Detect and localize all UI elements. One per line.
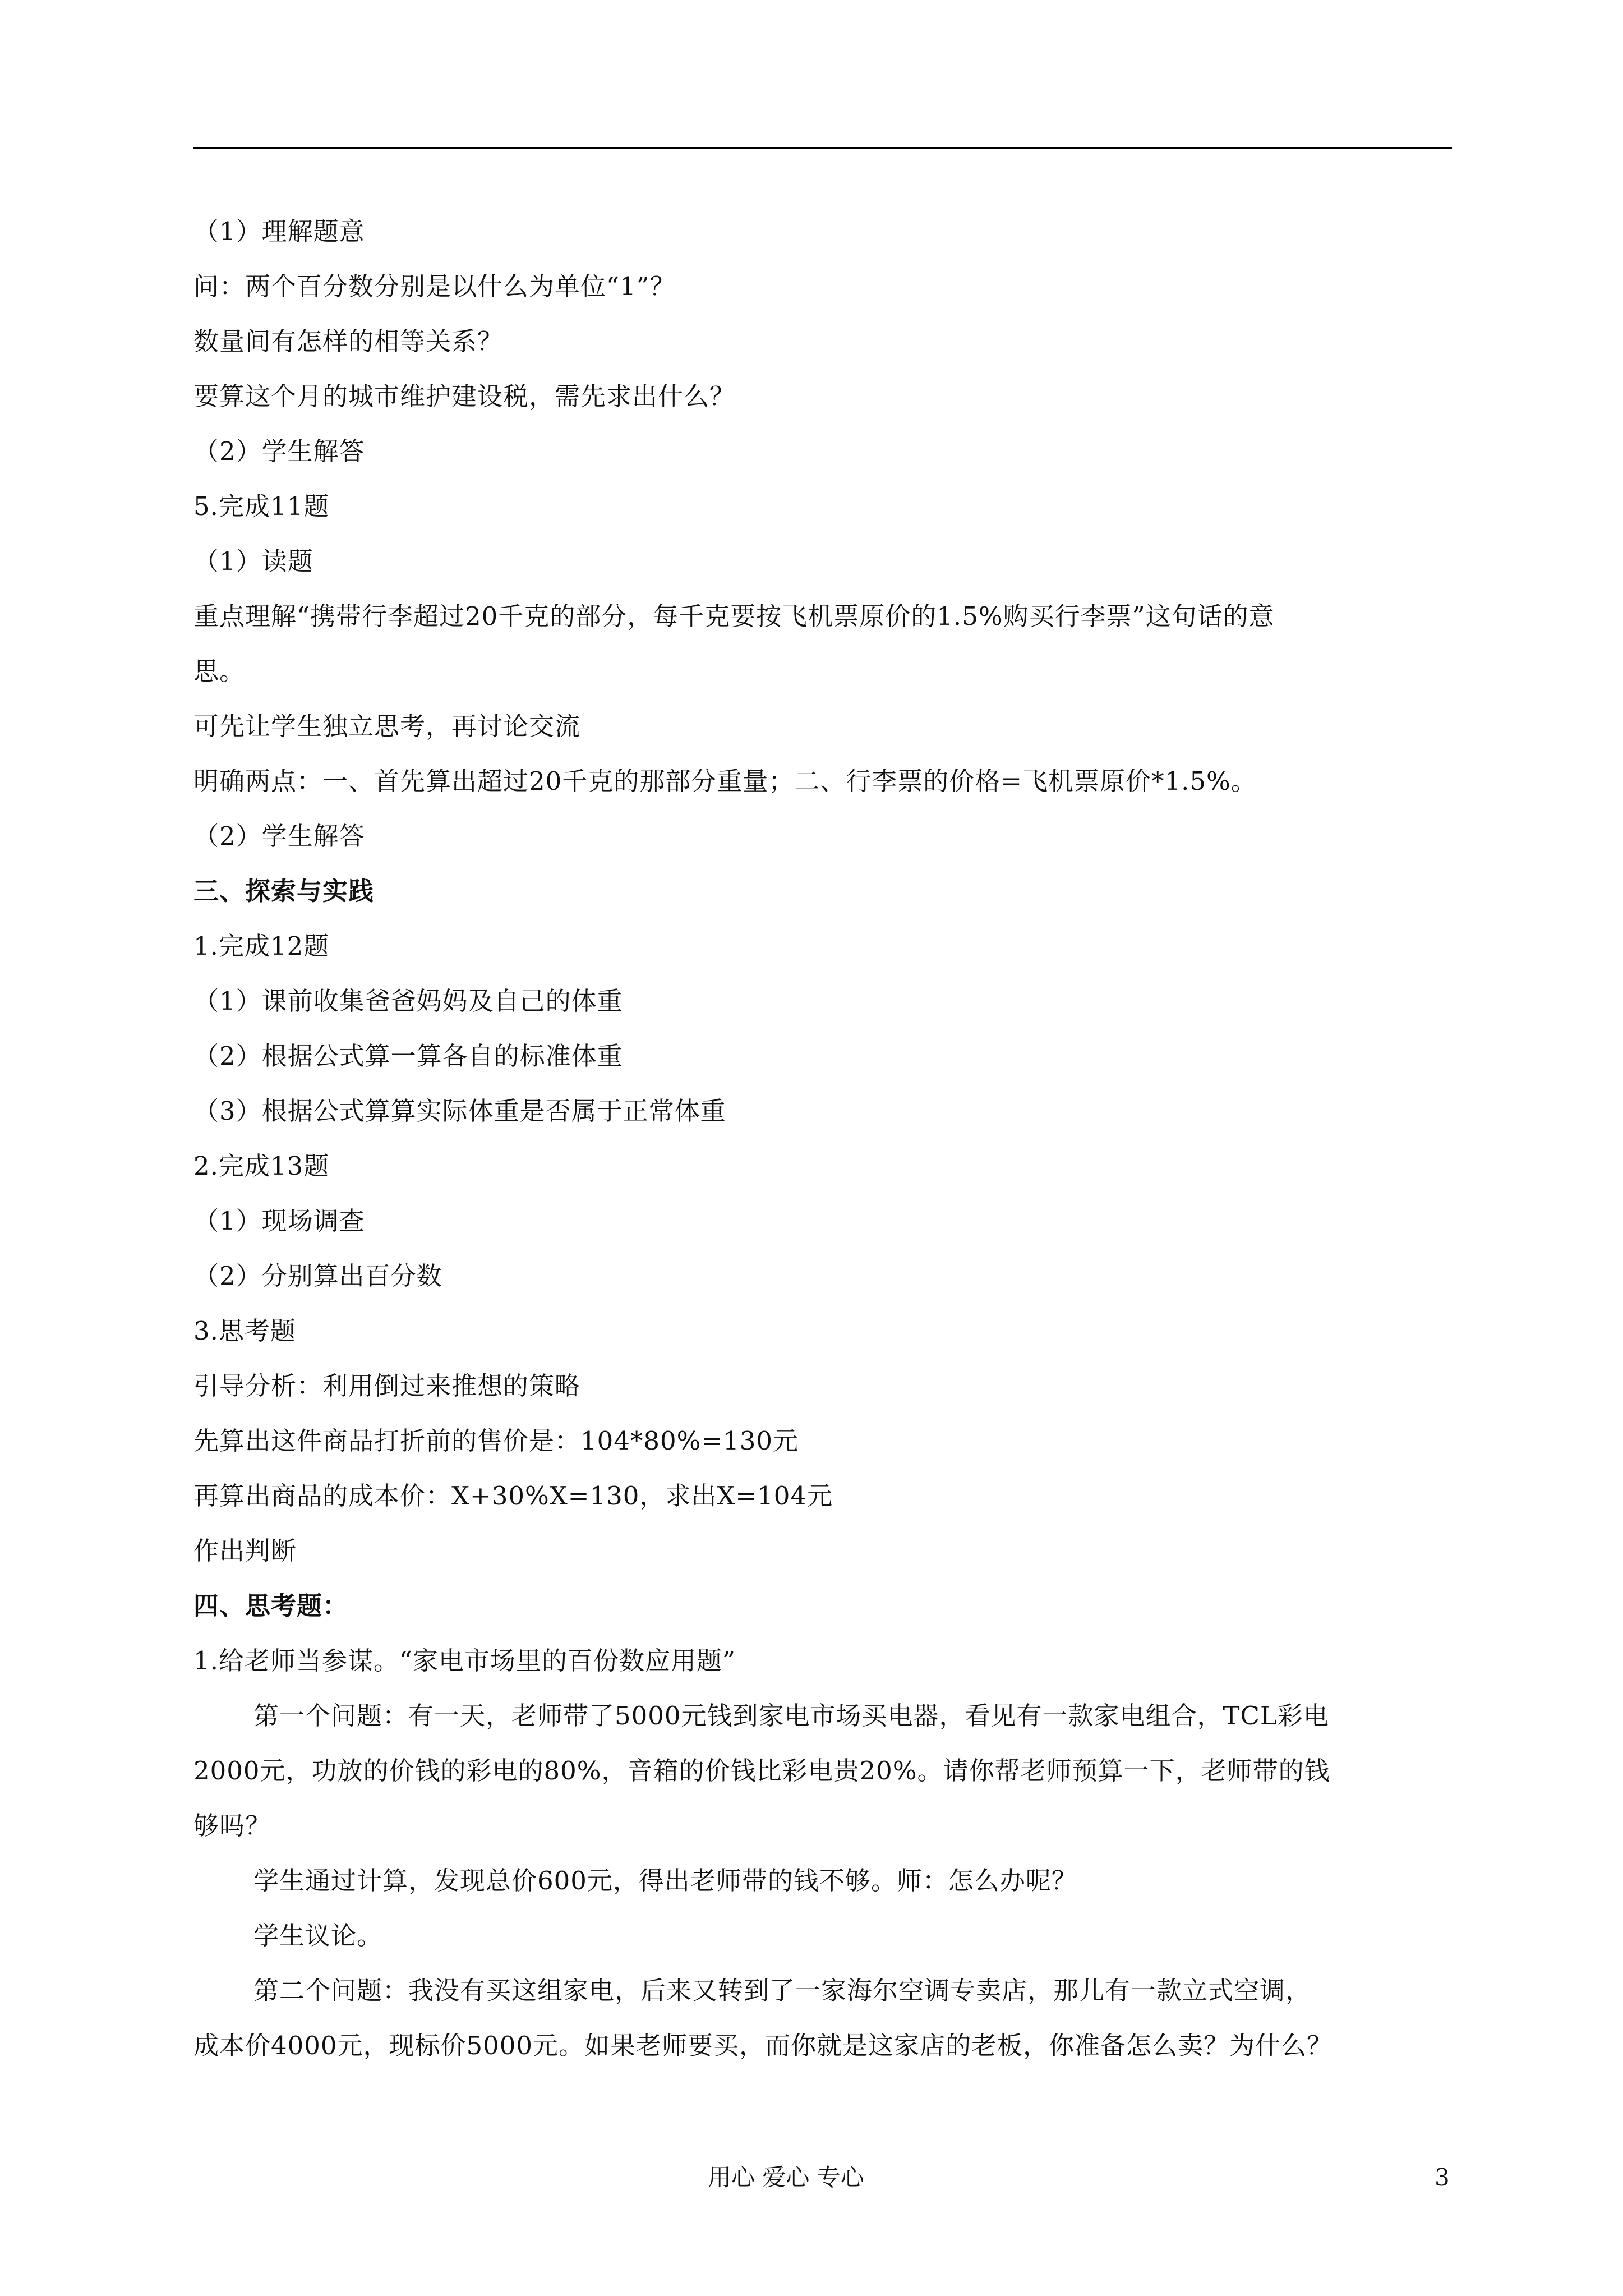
text-line: 数量间有怎样的相等关系？ xyxy=(193,326,504,356)
text-line: （2）学生解答 xyxy=(193,821,365,851)
text-line: 重点理解“携带行李超过20千克的部分，每千克要按飞机票原价的1.5%购买行李票”这句话的意 xyxy=(193,601,1275,631)
text-line: （1）读题 xyxy=(193,546,313,576)
text-line: 再算出商品的成本价：X+30%X=130，求出X=104元 xyxy=(193,1481,833,1511)
text-line: 学生议论。 xyxy=(253,1921,383,1950)
section-heading: 三、探索与实践 xyxy=(193,876,375,906)
text-line: 引导分析：利用倒过来推想的策略 xyxy=(193,1371,581,1401)
text-line: 先算出这件商品打折前的售价是：104*80%=130元 xyxy=(193,1426,799,1456)
text-line: （2）分别算出百分数 xyxy=(193,1261,442,1291)
text-line: 第一个问题：有一天，老师带了5000元钱到家电市场买电器，看见有一款家电组合，TCL彩电 xyxy=(253,1701,1329,1731)
text-line: 学生通过计算，发现总价600元，得出老师带的钱不够。师：怎么办呢？ xyxy=(253,1866,1077,1895)
text-line: 成本价4000元，现标价5000元。如果老师要买，而你就是这家店的老板，你准备怎么卖？为什么？ xyxy=(193,2031,1333,2060)
text-line: 够吗？ xyxy=(193,1811,271,1841)
text-line: 作出判断 xyxy=(193,1536,297,1566)
text-line: 明确两点：一、首先算出超过20千克的那部分重量；二、行李票的价格=飞机票原价*1.5%。 xyxy=(193,766,1257,796)
text-line: （3）根据公式算算实际体重是否属于正常体重 xyxy=(193,1096,726,1126)
text-line: 2000元，功放的价钱的彩电的80%，音箱的价钱比彩电贵20%。请你帮老师预算一下，老师带的钱 xyxy=(193,1756,1330,1786)
text-line: 可先让学生独立思考，再讨论交流 xyxy=(193,711,581,741)
header-rule xyxy=(193,147,1452,149)
text-line: 第二个问题：我没有买这组家电，后来又转到了一家海尔空调专卖店，那儿有一款立式空调， xyxy=(253,1976,1312,2005)
text-line: （1）理解题意 xyxy=(193,217,365,246)
text-line: 1.给老师当参谋。“家电市场里的百份数应用题” xyxy=(193,1646,736,1676)
text-line: 问：两个百分数分别是以什么为单位“1”？ xyxy=(193,272,676,301)
text-line: 1.完成12题 xyxy=(193,931,330,961)
text-line: （2）根据公式算一算各自的标准体重 xyxy=(193,1041,623,1071)
text-line: 思。 xyxy=(193,656,246,686)
text-line: 要算这个月的城市维护建设税，需先求出什么？ xyxy=(193,381,736,411)
text-line: （1）现场调查 xyxy=(193,1206,365,1236)
text-line: 2.完成13题 xyxy=(193,1151,330,1181)
section-heading: 四、思考题： xyxy=(193,1591,349,1621)
text-line: （2）学生解答 xyxy=(193,436,365,466)
text-line: 5.完成11题 xyxy=(193,491,330,521)
page-number: 3 xyxy=(1435,2164,1450,2191)
text-line: （1）课前收集爸爸妈妈及自己的体重 xyxy=(193,986,623,1016)
footer-motto: 用心 爱心 专心 xyxy=(708,2164,864,2191)
text-line: 3.思考题 xyxy=(193,1316,296,1346)
